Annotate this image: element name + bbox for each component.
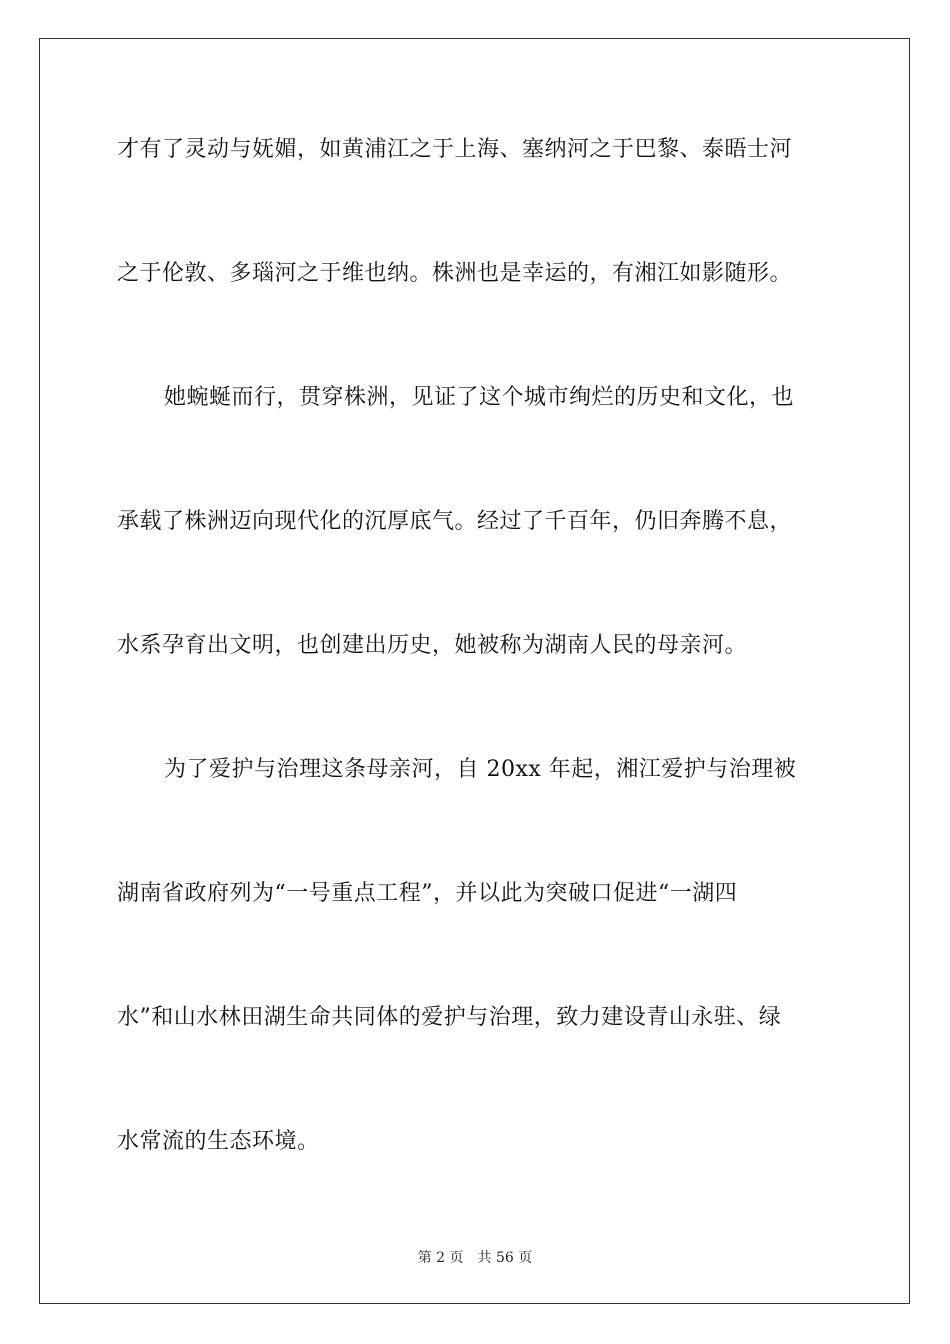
body-text-line: 才有了灵动与妩媚，如黄浦江之于上海、塞纳河之于巴黎、泰晤士河 <box>117 137 793 162</box>
body-text-line: 为了爱护与治理这条母亲河，自 20xx 年起，湘江爱护与治理被 <box>164 757 797 782</box>
page-border <box>39 38 910 1304</box>
body-text-line: 水系孕育出文明，也创建出历史，她被称为湖南人民的母亲河。 <box>117 633 748 658</box>
body-text-line: 之于伦敦、多瑙河之于维也纳。株洲也是幸运的，有湘江如影随形。 <box>117 261 793 286</box>
page-number: 第 2 页 <box>417 1250 464 1266</box>
page-total: 共 56 页 <box>477 1250 533 1266</box>
body-text-line: 水常流的生态环境。 <box>117 1129 320 1154</box>
body-text-line: 承载了株洲迈向现代化的沉厚底气。经过了千百年，仍旧奔腾不息， <box>117 509 793 534</box>
body-text-line: 湖南省政府列为“一号重点工程”，并以此为突破口促进“一湖四 <box>117 881 738 906</box>
body-text-line: 水”和山水林田湖生命共同体的爱护与治理，致力建设青山永驻、绿 <box>117 1005 782 1030</box>
page-footer <box>0 1249 950 1267</box>
body-text-line: 她蜿蜒而行，贯穿株洲，见证了这个城市绚烂的历史和文化，也 <box>164 385 795 410</box>
